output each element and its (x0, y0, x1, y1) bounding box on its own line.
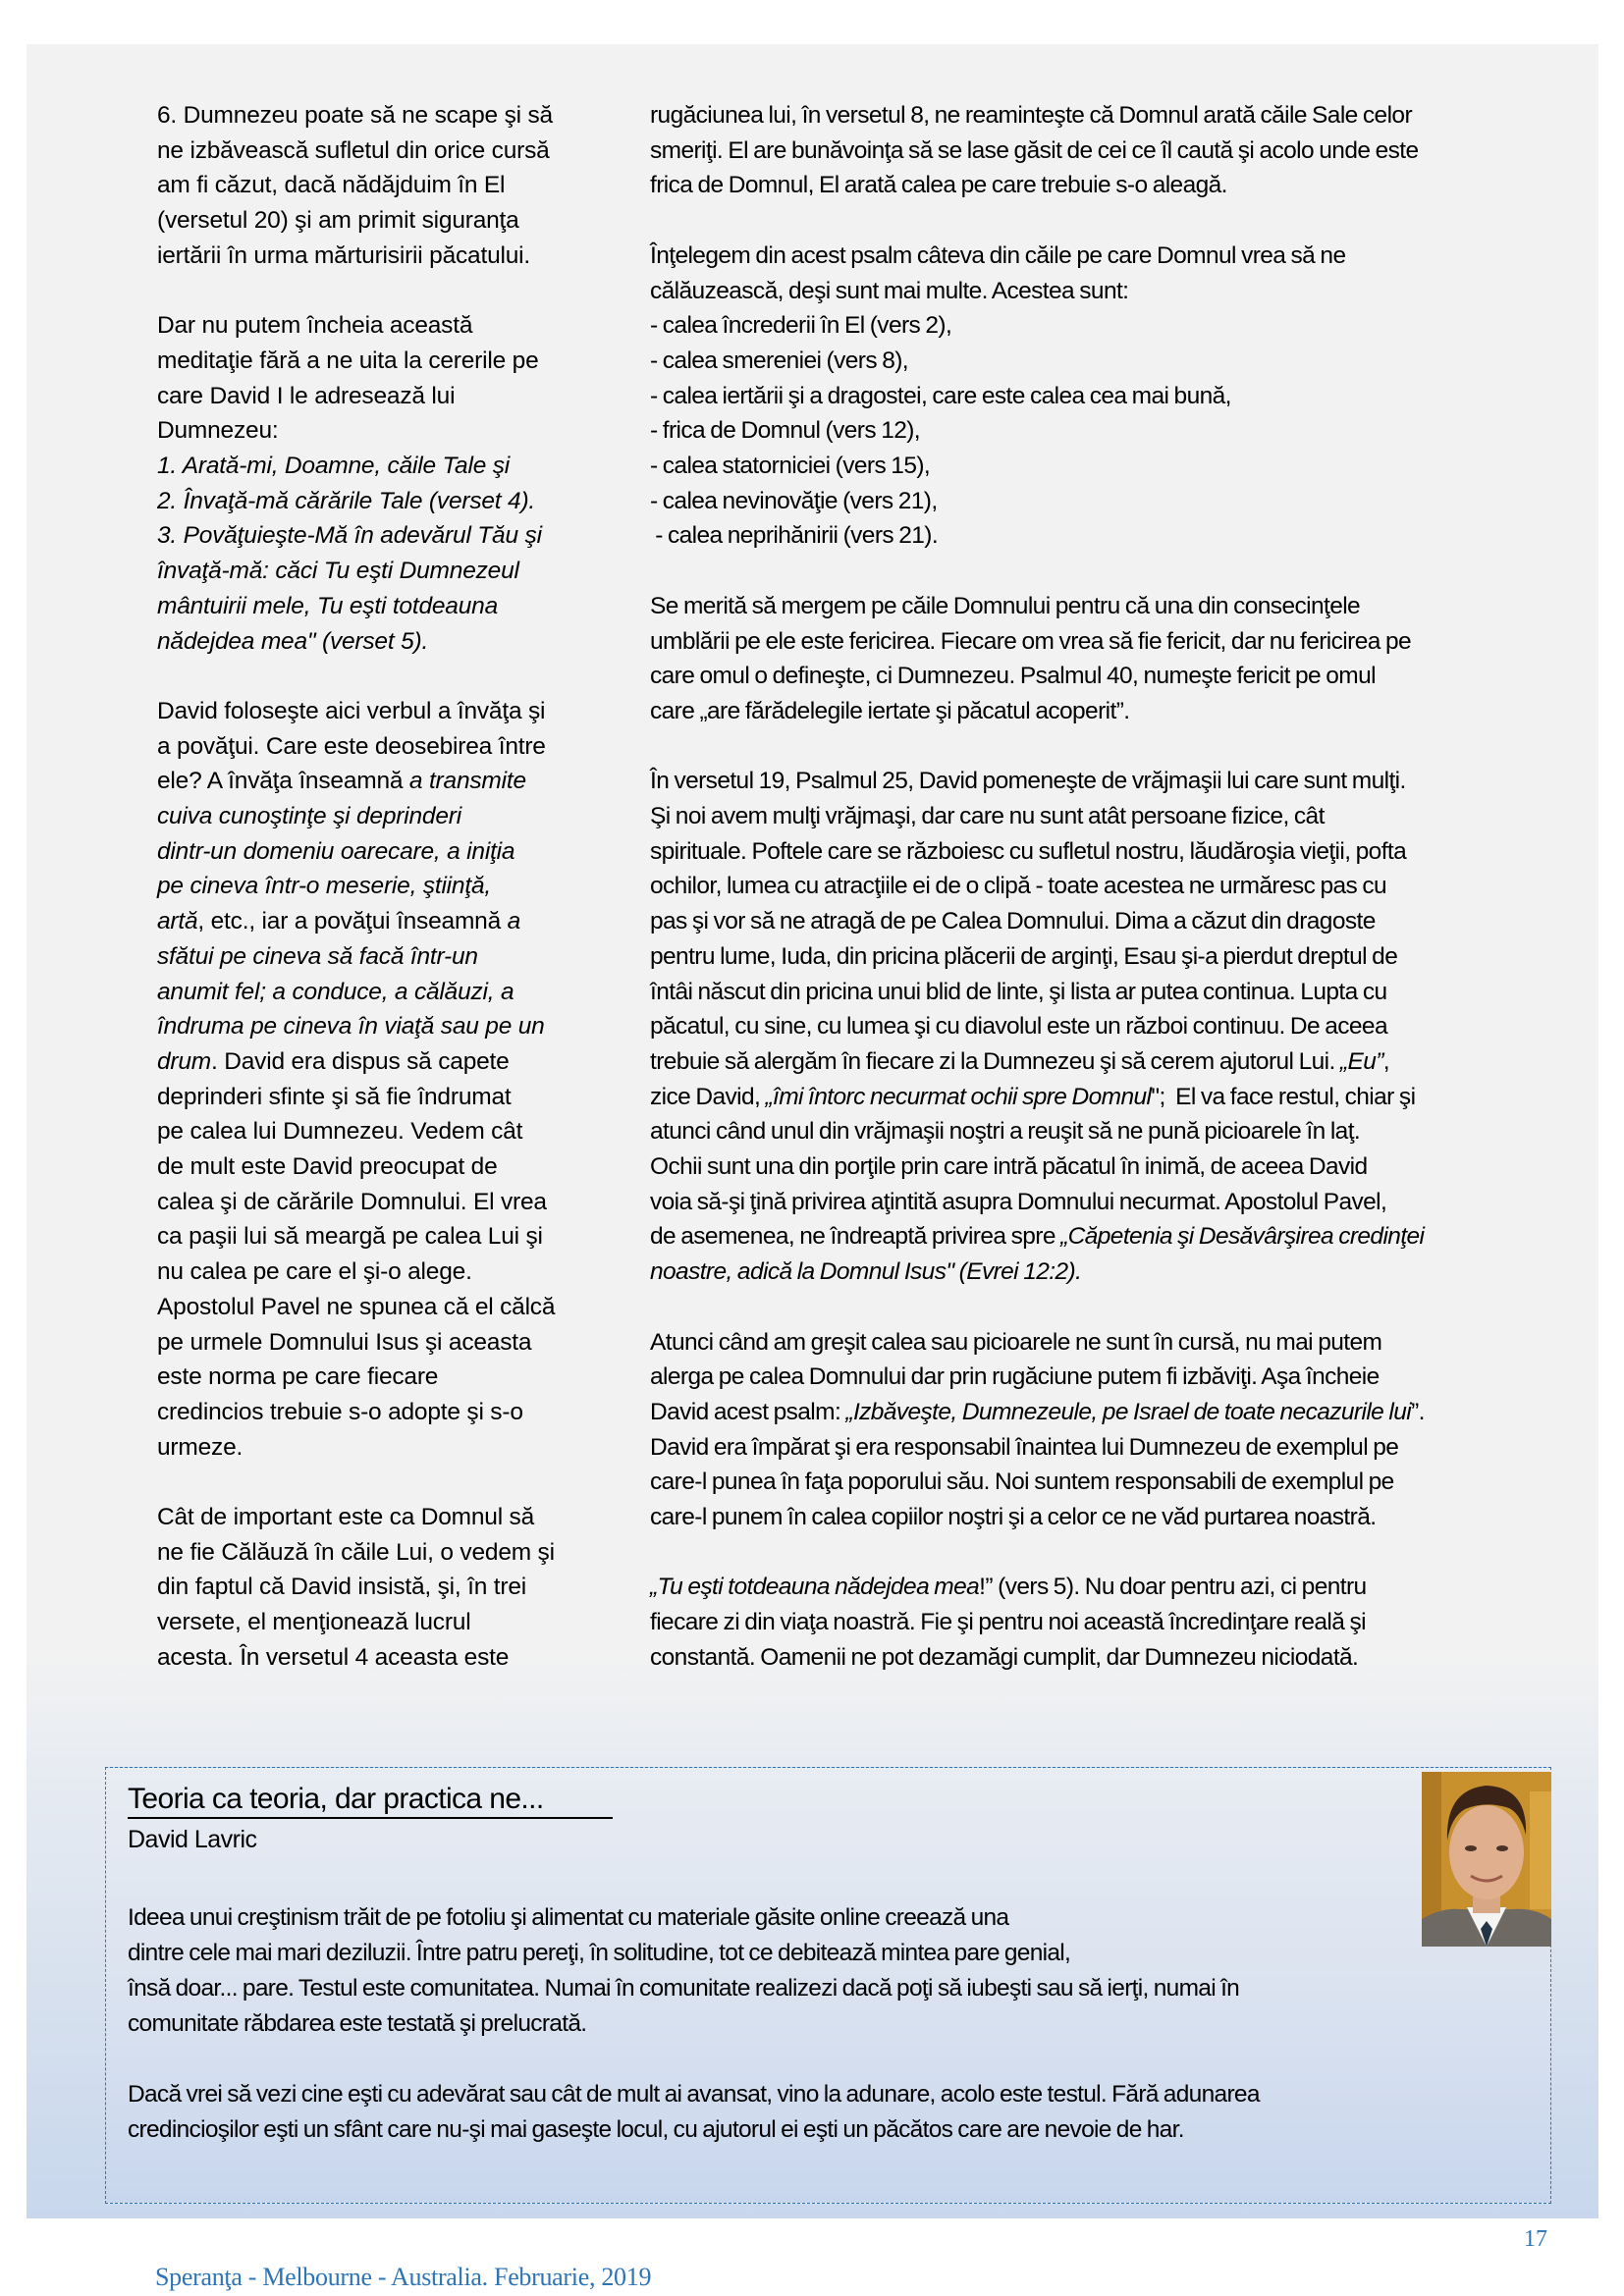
text-line: care-l punem în calea copiilor noştri şi a celor ce ne văd purtarea noastră. (650, 1504, 1377, 1531)
text-line: David foloseşte aici verbul a învăţa şi (157, 697, 546, 724)
text-line: comunitate răbdarea este testată şi prelucrată. (128, 2010, 587, 2037)
text-line: însă doar... pare. Testul este comunitatea. Numai în comunitate realizezi dacă poţi să iubeşti sau să ierţi, numai în (128, 1975, 1240, 2002)
text-line: cuiva cunoştinţe şi deprinderi (157, 803, 461, 830)
text-run: , etc., iar a povăţui înseamnă (197, 908, 508, 935)
italic-run: a transmite (408, 768, 526, 795)
text-line: umblării pe ele este fericirea. Fiecare om vrea să fie fericit, dar nu fericirea pe (650, 627, 1412, 655)
list-item: - calea nevinovăţie (vers 21), (650, 487, 938, 514)
text-line: versete, el menţionează lucrul (157, 1609, 471, 1636)
paragraph-definitions (157, 694, 604, 1465)
paragraph-hope (650, 1570, 1573, 1675)
text-run: trebuie să alergăm în fiecare zi la Dumnezeu şi să cerem ajutorul Lui. (650, 1047, 1340, 1075)
text-line: dintr-un domeniu oarecare, a iniţia (157, 837, 515, 865)
text-line: ca paşii lui să meargă pe calea Lui şi (157, 1223, 543, 1251)
text-line: pe cineva într-o meserie, ştiinţă, (157, 873, 491, 900)
list-item: - calea încrederii în El (vers 2), (650, 312, 952, 340)
text-line: Ochii sunt una din porţile prin care intră păcatul în inimă, de aceea David (650, 1153, 1368, 1181)
list-item: - calea smereniei (vers 8), (650, 347, 908, 374)
italic-run: „Tu eşti totdeauna nădejdea mea (650, 1574, 980, 1601)
text-run: , (1382, 1047, 1390, 1075)
text-run: "; El va face restul, chiar şi (1151, 1083, 1416, 1110)
text-line: păcatul, cu sine, cu lumea şi cu diavolul este un război continuu. De aceea (650, 1013, 1387, 1041)
text-line (650, 1395, 1573, 1430)
text-run: ”. (1411, 1398, 1425, 1425)
text-line: dintre cele mai mari deziluzii. Între patru pereţi, în solitudine, tot ce debitează mintea pare genial, (128, 1940, 1071, 1966)
text-line: noastre, adică la Domnul Isus" (Evrei 12:2). (650, 1258, 1082, 1286)
text-line: care-l punea în faţa poporului său. Noi suntem responsabili de exemplul pe (650, 1468, 1394, 1496)
paragraph-happiness (650, 589, 1573, 729)
text-line: sfătui pe cineva să facă într-un (157, 942, 478, 970)
text-line: este norma pe care fiecare (157, 1363, 439, 1391)
text-line: credincioşilor eşti un sfânt care nu-şi mai gaseşte locul, cu ajutorul ei eşti un păcătos care are nevoie de har. (128, 2116, 1184, 2143)
list-item: - calea neprihănirii (vers 21). (650, 522, 939, 550)
text-run: David acest psalm: (650, 1398, 846, 1425)
paragraph-ways-list (650, 239, 1573, 554)
text-line: În versetul 19, Psalmul 25, David pomeneşte de vrăjmaşii lui care sunt mulţi. (650, 768, 1406, 795)
text-line: din faptul că David insistă, şi, în trei (157, 1574, 527, 1601)
text-line: credincios trebuie s-o adopte şi s-o (157, 1398, 523, 1425)
text-line: care omul o defineşte, ci Dumnezeu. Psalmul 40, numeşte fericit pe omul (650, 663, 1376, 690)
text-line: Ideea unui creştinism trăit de pe fotoliu şi alimentat cu materiale găsite online creează una (128, 1904, 1009, 1931)
text-line (650, 1570, 1573, 1605)
text-line: ochilor, lumea cu atracţiile ei de o clipă - toate acestea ne urmăresc pas cu (650, 873, 1387, 900)
text-line: Atunci când am greşit calea sau picioarele ne sunt în cursă, nu mai putem (650, 1328, 1382, 1356)
text-line: meditaţie fără a ne uita la cererile pe (157, 347, 539, 374)
text-line: de mult este David preocupat de (157, 1153, 498, 1181)
text-line: voia să-şi ţină privirea aţintită asupra Domnului necurmat. Apostolul Pavel, (650, 1188, 1387, 1215)
text-line: pas şi vor să ne atragă de pe Calea Domnului. Dima a căzut din dragoste (650, 908, 1376, 935)
text-line: a povăţui. Care este deosebirea între (157, 732, 546, 760)
text-line: pe urmele Domnului Isus şi aceasta (157, 1328, 532, 1356)
text-line: Apostolul Pavel ne spunea că el călcă (157, 1293, 556, 1320)
publication-footer: Speranţa - Melbourne - Australia. Februarie, 2019 (155, 2263, 652, 2291)
text-line (157, 1044, 604, 1080)
text-line: călăuzească, deşi sunt mai multe. Acestea sunt: (650, 277, 1129, 304)
quote-line: mântuirii mele, Tu eşti totdeauna (157, 592, 499, 619)
text-line: ne fie Călăuză în căile Lui, o vedem şi (157, 1538, 555, 1566)
italic-run: a (507, 908, 521, 935)
text-line: care „are fărădelegile iertate şi păcatul acoperit”. (650, 697, 1130, 724)
text-run: !” (vers 5). Nu doar pentru azi, ci pentru (979, 1574, 1367, 1601)
text-line: atunci când unul din vrăjmaşii noştri a reuşit să ne pună picioarele în laţ. (650, 1118, 1361, 1146)
italic-run: „Căpetenia şi Desăvârşirea credinţei (1060, 1223, 1425, 1251)
text-line: acesta. În versetul 4 aceasta este (157, 1643, 510, 1671)
text-run: . David era dispus să capete (211, 1047, 510, 1075)
left-column (157, 98, 604, 1710)
italic-run: „Izbăveşte, Dumnezeule, pe Israel de toate necazurile lui (845, 1398, 1412, 1425)
page-number: 17 (1524, 2226, 1547, 2252)
box-body (128, 1900, 1522, 2183)
quote-line: 3. Povăţuieşte-Mă în adevărul Tău şi (157, 522, 542, 550)
text-line: Se merită să mergem pe căile Domnului pentru că una din consecinţele (650, 592, 1361, 619)
text-line: ne izbăvească sufletul din orice cursă (157, 136, 550, 164)
list-item: - calea statorniciei (vers 15), (650, 453, 931, 480)
box-paragraph (128, 2077, 1522, 2148)
text-line: Înţelegem din acest psalm câteva din căile pe care Domnul vrea să ne (650, 241, 1346, 269)
text-line (157, 904, 604, 939)
text-line: am fi căzut, dacă nădăjduim în El (157, 172, 506, 199)
paragraph-enemies (650, 764, 1573, 1290)
text-line (650, 1044, 1573, 1080)
quote-line: 1. Arată-mi, Doamne, căile Tale şi (157, 453, 511, 480)
box-title: Teoria ca teoria, dar practica ne... (128, 1782, 613, 1819)
right-column (650, 98, 1573, 1710)
paragraph-verse-8 (650, 98, 1573, 203)
italic-run: artă (157, 908, 198, 935)
text-line: frica de Domnul, El arată calea pe care trebuie s-o aleagă. (650, 172, 1227, 199)
paragraph-point-6 (157, 98, 604, 274)
text-line: Dacă vrei să vezi cine eşti cu adevărat sau cât de mult ai avansat, vino la adunare, acolo este testul. Fără adunarea (128, 2081, 1260, 2108)
italic-run: drum (157, 1047, 212, 1075)
list-item: - calea iertării şi a dragostei, care este calea cea mai bună, (650, 382, 1231, 409)
paragraph-importance (157, 1500, 604, 1676)
text-run: zice David, (650, 1083, 766, 1110)
paragraph-requests (157, 308, 604, 659)
text-line: urmeze. (157, 1433, 244, 1461)
article-box (105, 1767, 1551, 2204)
text-line: Cât de important este ca Domnul să (157, 1504, 535, 1531)
text-line (650, 1080, 1573, 1115)
text-line (650, 1219, 1573, 1255)
text-line: deprinderi sfinte şi să fie îndrumat (157, 1083, 512, 1110)
text-line: iertării în urma mărturisirii păcatului. (157, 241, 531, 269)
paragraph-deliverance (650, 1325, 1573, 1535)
text-line: Dar nu putem încheia această (157, 312, 473, 340)
box-paragraph (128, 1900, 1522, 2042)
quote-line: nădejdea mea" (verset 5). (157, 627, 429, 655)
text-line: Dumnezeu: (157, 417, 279, 445)
quote-line: 2. Învaţă-mă cărările Tale (verset 4). (157, 487, 536, 514)
text-line: spirituale. Poftele care se războiesc cu sufletul nostru, lăudăroşia vieţii, pofta (650, 837, 1407, 865)
text-line: 6. Dumnezeu poate să ne scape şi să (157, 102, 553, 129)
text-line: întâi născut din pricina unui blid de linte, şi lista ar putea continua. Lupta cu (650, 978, 1387, 1005)
box-author: David Lavric (128, 1826, 257, 1853)
quote-line: învaţă-mă: căci Tu eşti Dumnezeul (157, 558, 519, 585)
text-line: nu calea pe care el şi-o alege. (157, 1258, 472, 1286)
text-line: alerga pe calea Domnului dar prin rugăciune putem fi izbăviţi. Aşa încheie (650, 1363, 1380, 1391)
text-line: rugăciunea lui, în versetul 8, ne reaminteşte că Domnul arată căile Sale celor (650, 102, 1413, 129)
text-line: pentru lume, Iuda, din pricina plăcerii de arginţi, Esau şi-a pierdut dreptul de (650, 942, 1398, 970)
text-line: (versetul 20) şi am primit siguranţa (157, 207, 519, 235)
text-line: calea şi de cărările Domnului. El vrea (157, 1188, 547, 1215)
text-line: constantă. Oamenii ne pot dezamăgi cumplit, dar Dumnezeu niciodată. (650, 1643, 1359, 1671)
text-line: care David I le adresează lui (157, 382, 456, 409)
italic-run: „îmi întorc necurmat ochii spre Domnul (765, 1083, 1152, 1110)
list-item: - frica de Domnul (vers 12), (650, 417, 921, 445)
text-line: fiecare zi din viaţa noastră. Fie şi pentru noi această încredinţare reală şi (650, 1609, 1366, 1636)
text-line: pe calea lui Dumnezeu. Vedem cât (157, 1118, 523, 1146)
text-line: anumit fel; a conduce, a călăuzi, a (157, 978, 514, 1005)
text-run: de asemenea, ne îndreaptă privirea spre (650, 1223, 1061, 1251)
text-line: David era împărat şi era responsabil înaintea lui Dumnezeu de exemplul pe (650, 1433, 1399, 1461)
text-line: Şi noi avem mulţi vrăjmaşi, dar care nu sunt atât persoane fizice, cât (650, 803, 1325, 830)
text-line: smeriţi. El are bunăvoinţa să se lase găsit de cei ce îl caută şi acolo unde este (650, 136, 1419, 164)
text-line (157, 764, 604, 799)
italic-run: „Eu” (1339, 1047, 1383, 1075)
text-line: îndruma pe cineva în viaţă sau pe un (157, 1013, 545, 1041)
text-run: ele? A învăţa înseamnă (157, 768, 409, 795)
